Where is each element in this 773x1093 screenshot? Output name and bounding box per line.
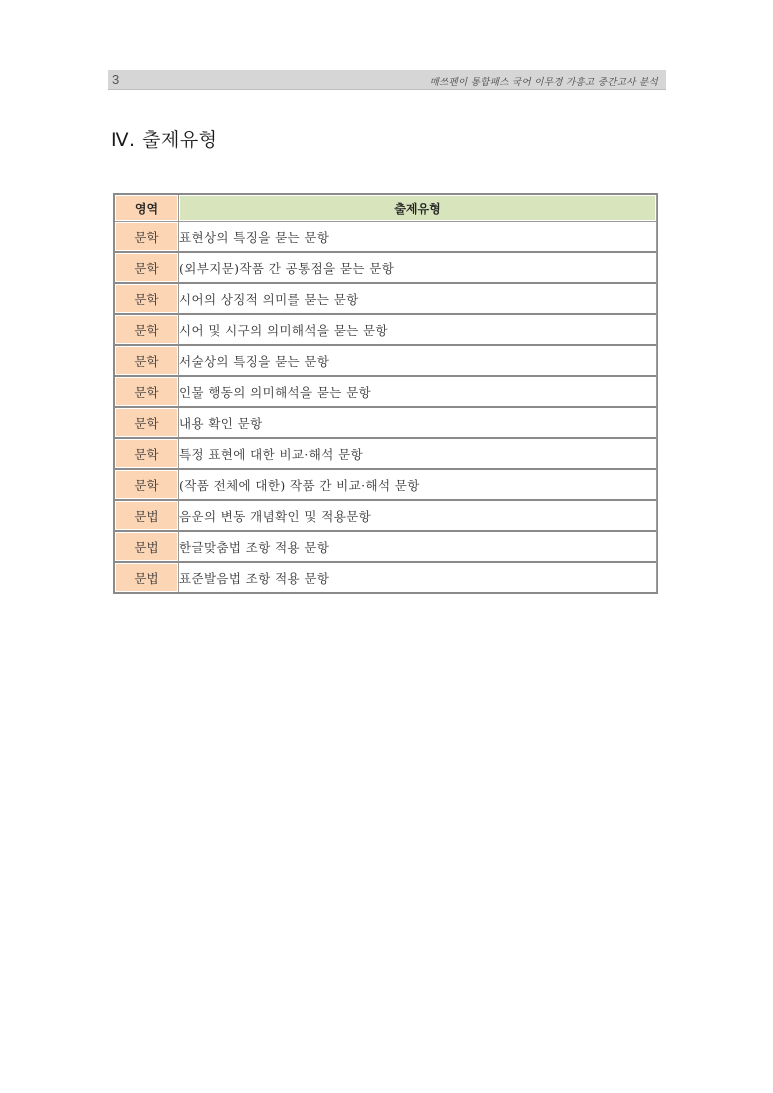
header-area: 영역	[115, 195, 179, 222]
area-cell: 문학	[115, 315, 179, 346]
area-cell: 문학	[115, 284, 179, 315]
running-title: 매쓰펜이 통합패스 국어 이무경 가흥고 중간고사 분석	[429, 77, 658, 88]
area-cell: 문학	[115, 346, 179, 377]
type-cell: (작품 전체에 대한) 작품 간 비교·해석 문항	[179, 470, 657, 501]
table-row	[115, 315, 657, 346]
area-cell: 문학	[115, 439, 179, 470]
type-cell: 특정 표현에 대한 비교·해석 문항	[179, 439, 657, 470]
area-cell: 문학	[115, 470, 179, 501]
table-row	[115, 377, 657, 408]
type-cell: 내용 확인 문항	[179, 408, 657, 439]
table-row	[115, 439, 657, 470]
area-cell: 문법	[115, 501, 179, 532]
type-cell: 시어 및 시구의 의미해석을 묻는 문항	[179, 315, 657, 346]
area-cell: 문학	[115, 253, 179, 284]
area-cell: 문법	[115, 563, 179, 592]
area-cell: 문학	[115, 408, 179, 439]
area-cell: 문법	[115, 532, 179, 563]
table-row	[115, 284, 657, 315]
table-row	[115, 408, 657, 439]
table-row	[115, 532, 657, 563]
header-type: 출제유형	[179, 195, 657, 222]
type-cell: 서술상의 특징을 묻는 문항	[179, 346, 657, 377]
table-row	[115, 346, 657, 377]
question-type-table	[113, 193, 658, 594]
type-cell: 표준발음법 조항 적용 문항	[179, 563, 657, 592]
type-cell: 한글맞춤법 조항 적용 문항	[179, 532, 657, 563]
area-cell: 문학	[115, 222, 179, 253]
table-row	[115, 470, 657, 501]
page-number: 3	[112, 72, 120, 87]
type-cell: 표현상의 특징을 묻는 문항	[179, 222, 657, 253]
section-title: Ⅳ. 출제유형	[111, 129, 218, 151]
type-cell: 시어의 상징적 의미를 묻는 문항	[179, 284, 657, 315]
table-row	[115, 501, 657, 532]
table-header-row	[115, 195, 657, 222]
table-row	[115, 222, 657, 253]
area-cell: 문학	[115, 377, 179, 408]
table-row	[115, 253, 657, 284]
type-cell: 음운의 변동 개념확인 및 적용문항	[179, 501, 657, 532]
table-row	[115, 563, 657, 592]
type-cell: (외부지문)작품 간 공통점을 묻는 문항	[179, 253, 657, 284]
type-cell: 인물 행동의 의미해석을 묻는 문항	[179, 377, 657, 408]
running-header	[108, 70, 666, 90]
